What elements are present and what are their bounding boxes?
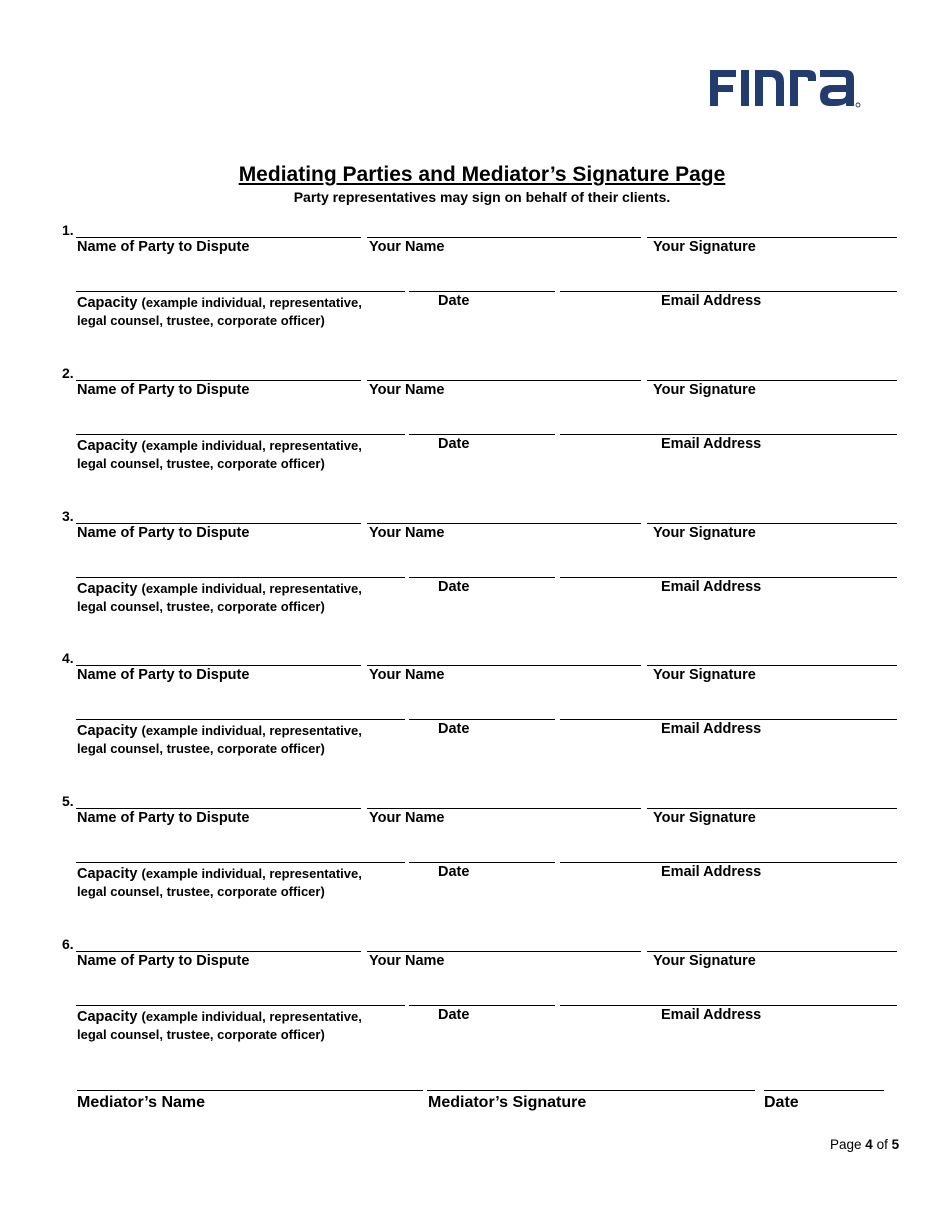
capacity-word: Capacity (77, 866, 138, 882)
your-signature-label: Your Signature (653, 667, 756, 683)
party-name-label: Name of Party to Dispute (77, 810, 250, 826)
email-line[interactable] (560, 862, 897, 863)
mediator-name-label: Mediator’s Name (77, 1094, 206, 1111)
your-name-line[interactable] (367, 951, 641, 952)
your-signature-line[interactable] (647, 808, 897, 809)
capacity-label (77, 722, 407, 758)
date-line[interactable] (409, 862, 555, 863)
party-block (0, 793, 950, 933)
party-block (0, 936, 950, 1076)
party-name-line[interactable] (76, 523, 361, 524)
mediator-date-line[interactable] (764, 1090, 884, 1091)
party-name-label: Name of Party to Dispute (77, 239, 250, 255)
capacity-hint-1: (example individual, representative, (141, 581, 362, 596)
your-signature-label: Your Signature (653, 239, 756, 255)
your-signature-label: Your Signature (653, 525, 756, 541)
party-name-label: Name of Party to Dispute (77, 667, 250, 683)
email-line[interactable] (560, 1005, 897, 1006)
your-name-line[interactable] (367, 808, 641, 809)
page-total: 5 (891, 1137, 900, 1152)
date-line[interactable] (409, 1005, 555, 1006)
capacity-hint-1: (example individual, representative, (141, 723, 362, 738)
capacity-hint-1: (example individual, representative, (141, 438, 362, 453)
capacity-hint-2: legal counsel, trustee, corporate officer) (77, 599, 325, 614)
your-signature-line[interactable] (647, 237, 897, 238)
mediator-date-label: Date (764, 1094, 799, 1111)
your-name-label: Your Name (369, 667, 445, 683)
your-name-line[interactable] (367, 665, 641, 666)
date-label: Date (438, 864, 470, 880)
your-name-line[interactable] (367, 237, 641, 238)
capacity-line[interactable] (76, 434, 405, 435)
email-label: Email Address (661, 721, 762, 737)
your-name-label: Your Name (369, 382, 445, 398)
party-name-line[interactable] (76, 665, 361, 666)
party-block (0, 650, 950, 790)
email-label: Email Address (661, 864, 762, 880)
capacity-label (77, 1008, 407, 1044)
date-line[interactable] (409, 577, 555, 578)
page-number (830, 1137, 899, 1152)
date-line[interactable] (409, 719, 555, 720)
email-line[interactable] (560, 434, 897, 435)
party-name-label: Name of Party to Dispute (77, 525, 250, 541)
your-signature-label: Your Signature (653, 953, 756, 969)
finra-logo (706, 64, 866, 114)
capacity-word: Capacity (77, 581, 138, 597)
your-signature-line[interactable] (647, 951, 897, 952)
party-number: 6. (62, 936, 74, 952)
capacity-label (77, 437, 407, 473)
capacity-label (77, 294, 407, 330)
party-name-label: Name of Party to Dispute (77, 382, 250, 398)
capacity-hint-1: (example individual, representative, (141, 866, 362, 881)
your-name-label: Your Name (369, 239, 445, 255)
date-label: Date (438, 293, 470, 309)
party-name-label: Name of Party to Dispute (77, 953, 250, 969)
party-number: 5. (62, 793, 74, 809)
capacity-hint-2: legal counsel, trustee, corporate officer) (77, 1027, 325, 1042)
party-name-line[interactable] (76, 237, 361, 238)
capacity-label (77, 580, 407, 616)
email-label: Email Address (661, 579, 762, 595)
capacity-line[interactable] (76, 719, 405, 720)
page-word: Page (830, 1137, 862, 1152)
mediator-signature-label: Mediator’s Signature (428, 1094, 587, 1111)
your-name-line[interactable] (367, 523, 641, 524)
date-label: Date (438, 579, 470, 595)
capacity-hint-1: (example individual, representative, (141, 295, 362, 310)
capacity-hint-2: legal counsel, trustee, corporate officer) (77, 456, 325, 471)
of-word: of (876, 1137, 888, 1152)
capacity-hint-2: legal counsel, trustee, corporate officer) (77, 884, 325, 899)
date-label: Date (438, 436, 470, 452)
your-signature-line[interactable] (647, 665, 897, 666)
your-name-label: Your Name (369, 810, 445, 826)
party-name-line[interactable] (76, 380, 361, 381)
your-signature-label: Your Signature (653, 382, 756, 398)
party-name-line[interactable] (76, 951, 361, 952)
date-line[interactable] (409, 434, 555, 435)
page-current: 4 (865, 1137, 873, 1152)
mediator-name-line[interactable] (77, 1090, 423, 1091)
capacity-word: Capacity (77, 295, 138, 311)
capacity-hint-2: legal counsel, trustee, corporate officer) (77, 741, 325, 756)
mediator-signature-line[interactable] (427, 1090, 755, 1091)
party-number: 2. (62, 365, 74, 381)
capacity-line[interactable] (76, 291, 405, 292)
capacity-word: Capacity (77, 1009, 138, 1025)
email-line[interactable] (560, 719, 897, 720)
party-number: 3. (62, 508, 74, 524)
your-signature-label: Your Signature (653, 810, 756, 826)
capacity-word: Capacity (77, 723, 138, 739)
capacity-label (77, 865, 407, 901)
your-name-label: Your Name (369, 953, 445, 969)
capacity-word: Capacity (77, 438, 138, 454)
party-name-line[interactable] (76, 808, 361, 809)
your-name-line[interactable] (367, 380, 641, 381)
your-signature-line[interactable] (647, 523, 897, 524)
email-label: Email Address (661, 293, 762, 309)
page-title: Mediating Parties and Mediator’s Signature Page (238, 163, 726, 186)
party-block (0, 222, 950, 362)
email-label: Email Address (661, 1007, 762, 1023)
date-label: Date (438, 721, 470, 737)
capacity-hint-1: (example individual, representative, (141, 1009, 362, 1024)
your-signature-line[interactable] (647, 380, 897, 381)
capacity-line[interactable] (76, 862, 405, 863)
email-label: Email Address (661, 436, 762, 452)
date-label: Date (438, 1007, 470, 1023)
email-line[interactable] (560, 577, 897, 578)
your-name-label: Your Name (369, 525, 445, 541)
capacity-hint-2: legal counsel, trustee, corporate officer) (77, 313, 325, 328)
capacity-line[interactable] (76, 577, 405, 578)
party-number: 1. (62, 222, 74, 238)
capacity-line[interactable] (76, 1005, 405, 1006)
party-block (0, 508, 950, 648)
page-subtitle: Party representatives may sign on behalf of their clients. (293, 189, 671, 205)
party-number: 4. (62, 650, 74, 666)
party-block (0, 365, 950, 505)
email-line[interactable] (560, 291, 897, 292)
date-line[interactable] (409, 291, 555, 292)
